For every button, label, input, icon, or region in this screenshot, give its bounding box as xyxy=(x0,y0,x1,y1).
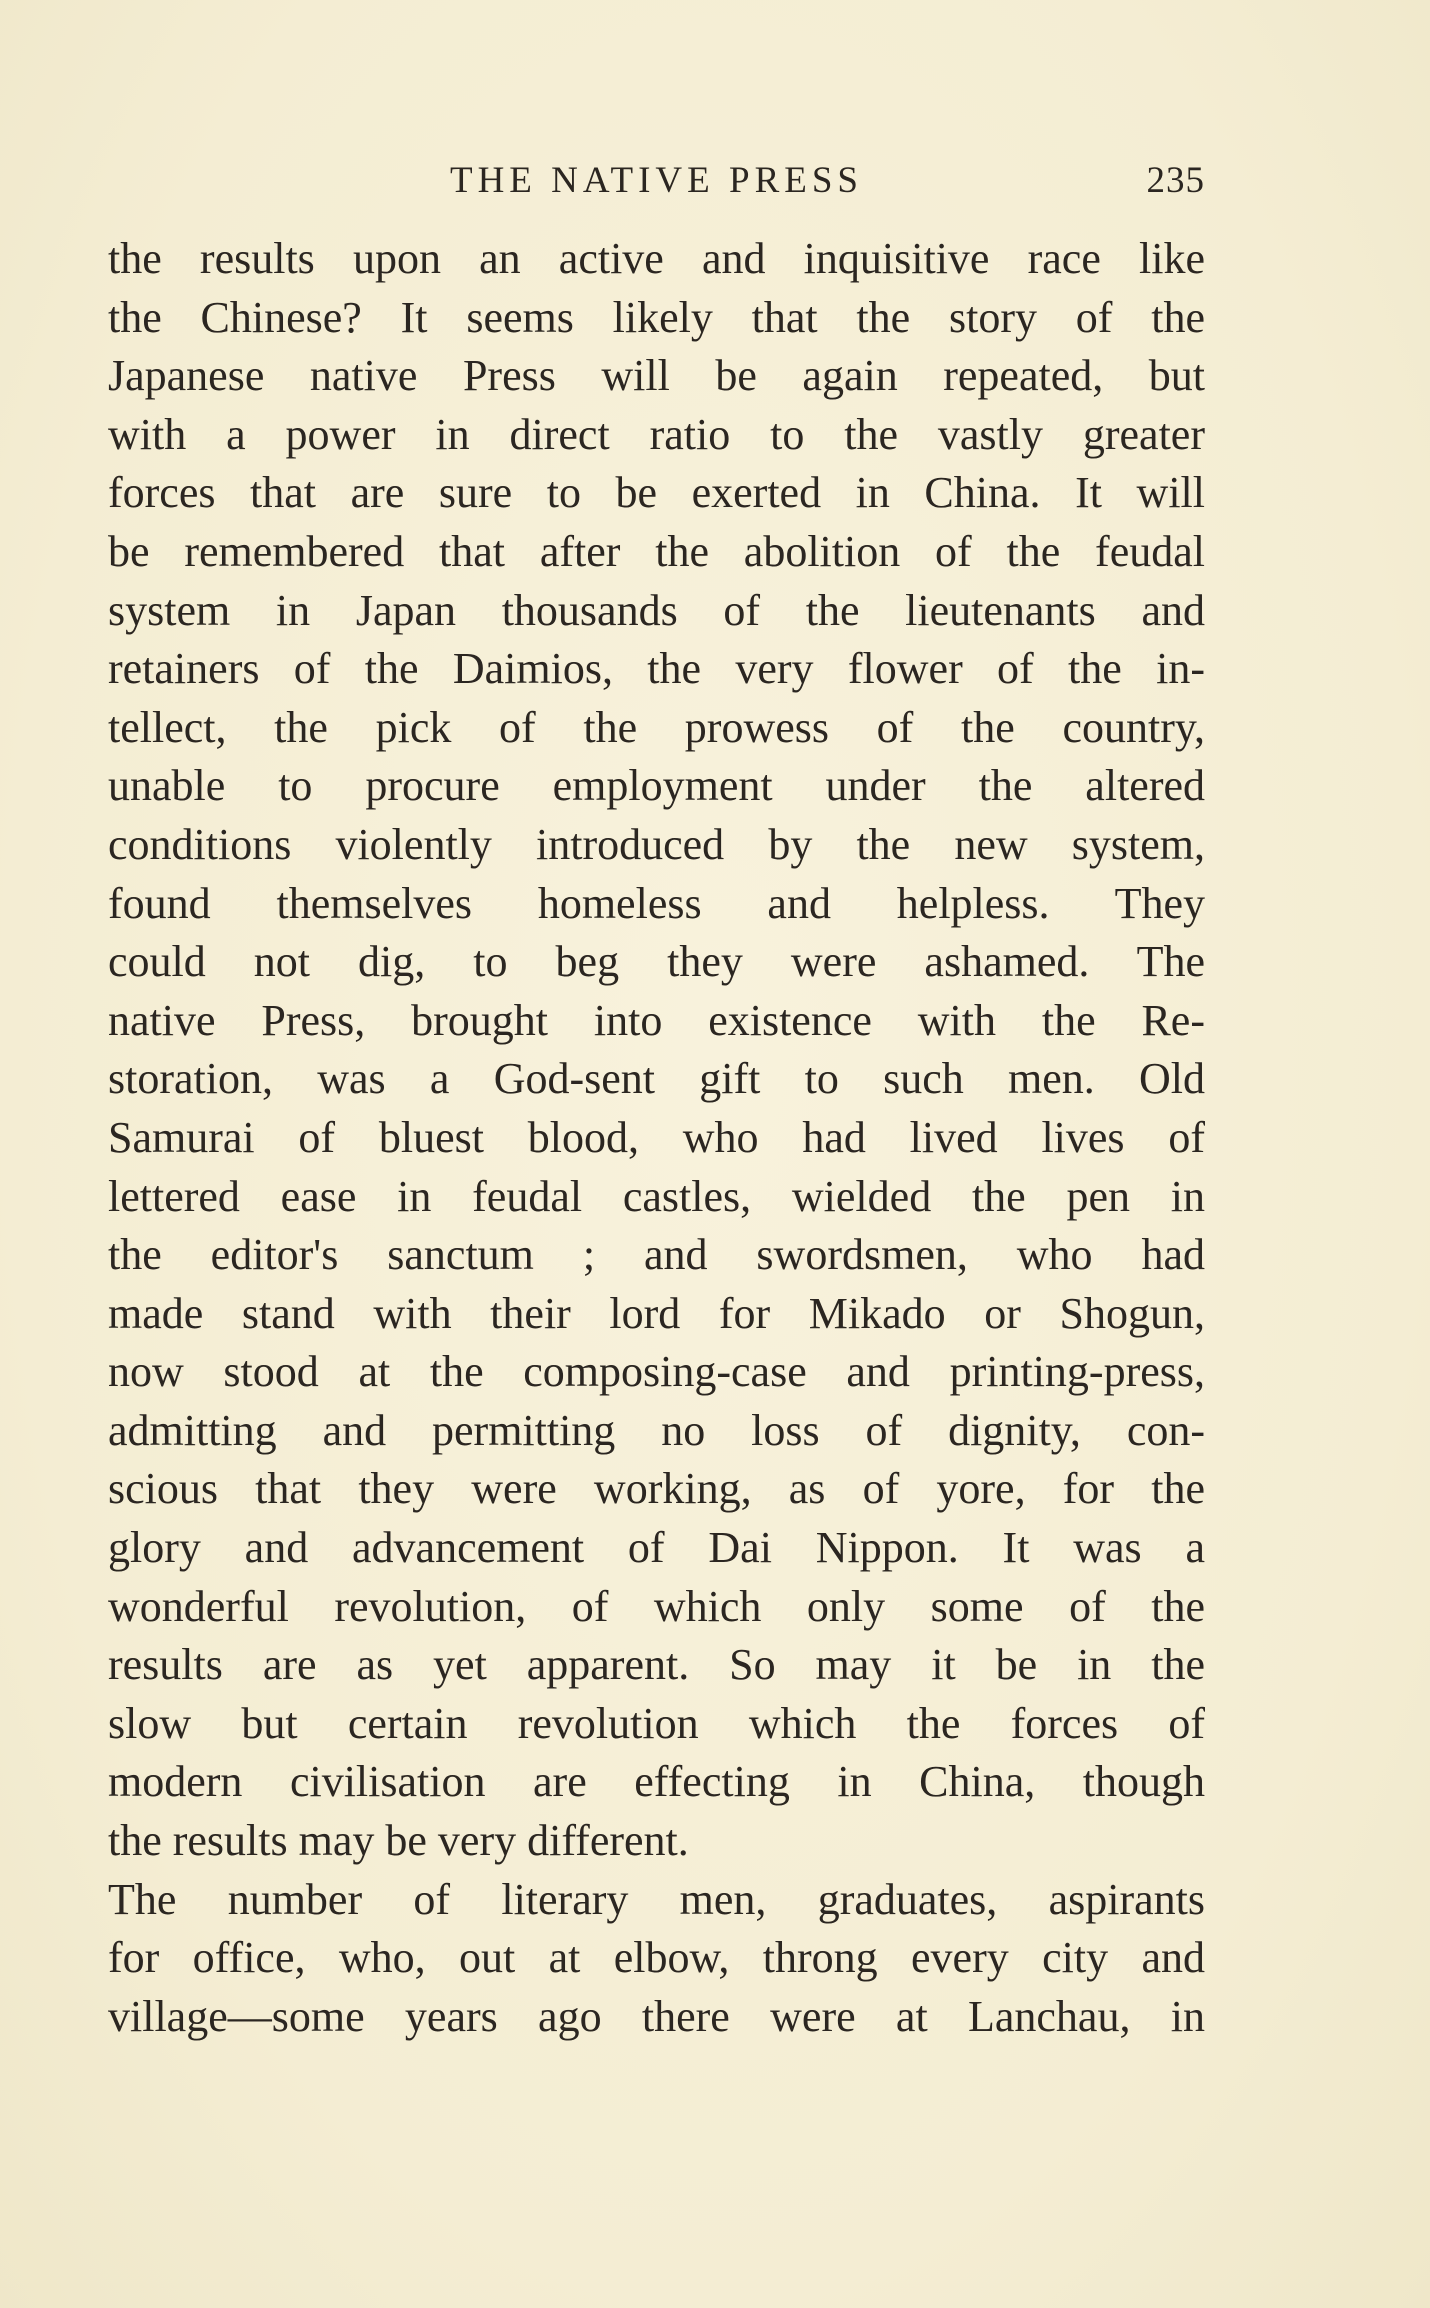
text-line: unable to procure employment under the altered xyxy=(108,761,1205,811)
text-line: retainers of the Daimios, the very flower of the in- xyxy=(108,644,1205,694)
text-line: wonderful revolution, of which only some of the xyxy=(108,1581,1205,1631)
text-line: glory and advancement of Dai Nippon. It was a xyxy=(108,1523,1205,1573)
text-line: could not dig, to beg they were ashamed. The xyxy=(108,937,1205,987)
text-line: system in Japan thousands of the lieutenants and xyxy=(108,585,1205,635)
text-line: made stand with their lord for Mikado or Shogun, xyxy=(108,1288,1205,1338)
text-line: scious that they were working, as of yore, for the xyxy=(108,1464,1205,1514)
text-line: the editor's sanctum ; and swordsmen, who had xyxy=(108,1230,1205,1280)
text-line: slow but certain revolution which the forces of xyxy=(108,1698,1205,1748)
text-line: Samurai of bluest blood, who had lived lives of xyxy=(108,1112,1205,1162)
text-line: the results upon an active and inquisitive race like xyxy=(108,234,1205,283)
text-line: now stood at the composing-case and printing-press, xyxy=(108,1347,1205,1397)
text-line: for office, who, out at elbow, throng every city and xyxy=(108,1933,1205,1983)
text-line: tellect, the pick of the prowess of the country, xyxy=(108,702,1205,752)
text-line: forces that are sure to be exerted in China. It will xyxy=(108,468,1205,518)
text-line: with a power in direct ratio to the vastly greater xyxy=(108,409,1205,459)
text-line: found themselves homeless and helpless. They xyxy=(108,878,1205,928)
body-text xyxy=(108,230,1205,2046)
page-number: 235 xyxy=(1146,160,1205,201)
text-line: admitting and permitting no loss of dignity, con- xyxy=(108,1405,1205,1455)
running-head xyxy=(108,155,1205,207)
text-line: storation, was a God-sent gift to such men. Old xyxy=(108,1054,1205,1104)
text-line: Japanese native Press will be again repeated, but xyxy=(108,351,1205,401)
text-line: The number of literary men, graduates, aspirants xyxy=(108,1874,1205,1924)
paragraph-end-line: the results may be very different. xyxy=(108,1816,689,1866)
text-line: results are as yet apparent. So may it be in the xyxy=(108,1640,1205,1690)
text-line: be remembered that after the abolition of the feudal xyxy=(108,526,1205,576)
text-line: modern civilisation are effecting in China, though xyxy=(108,1757,1205,1807)
text-line: village—some years ago there were at Lanchau, in xyxy=(108,1991,1205,2041)
text-line: native Press, brought into existence with the Re- xyxy=(108,995,1205,1045)
text-line: the Chinese? It seems likely that the story of the xyxy=(108,292,1205,342)
running-title: THE NATIVE PRESS xyxy=(449,160,864,201)
text-line: conditions violently introduced by the new system, xyxy=(108,819,1205,869)
text-line: lettered ease in feudal castles, wielded the pen in xyxy=(108,1171,1205,1221)
